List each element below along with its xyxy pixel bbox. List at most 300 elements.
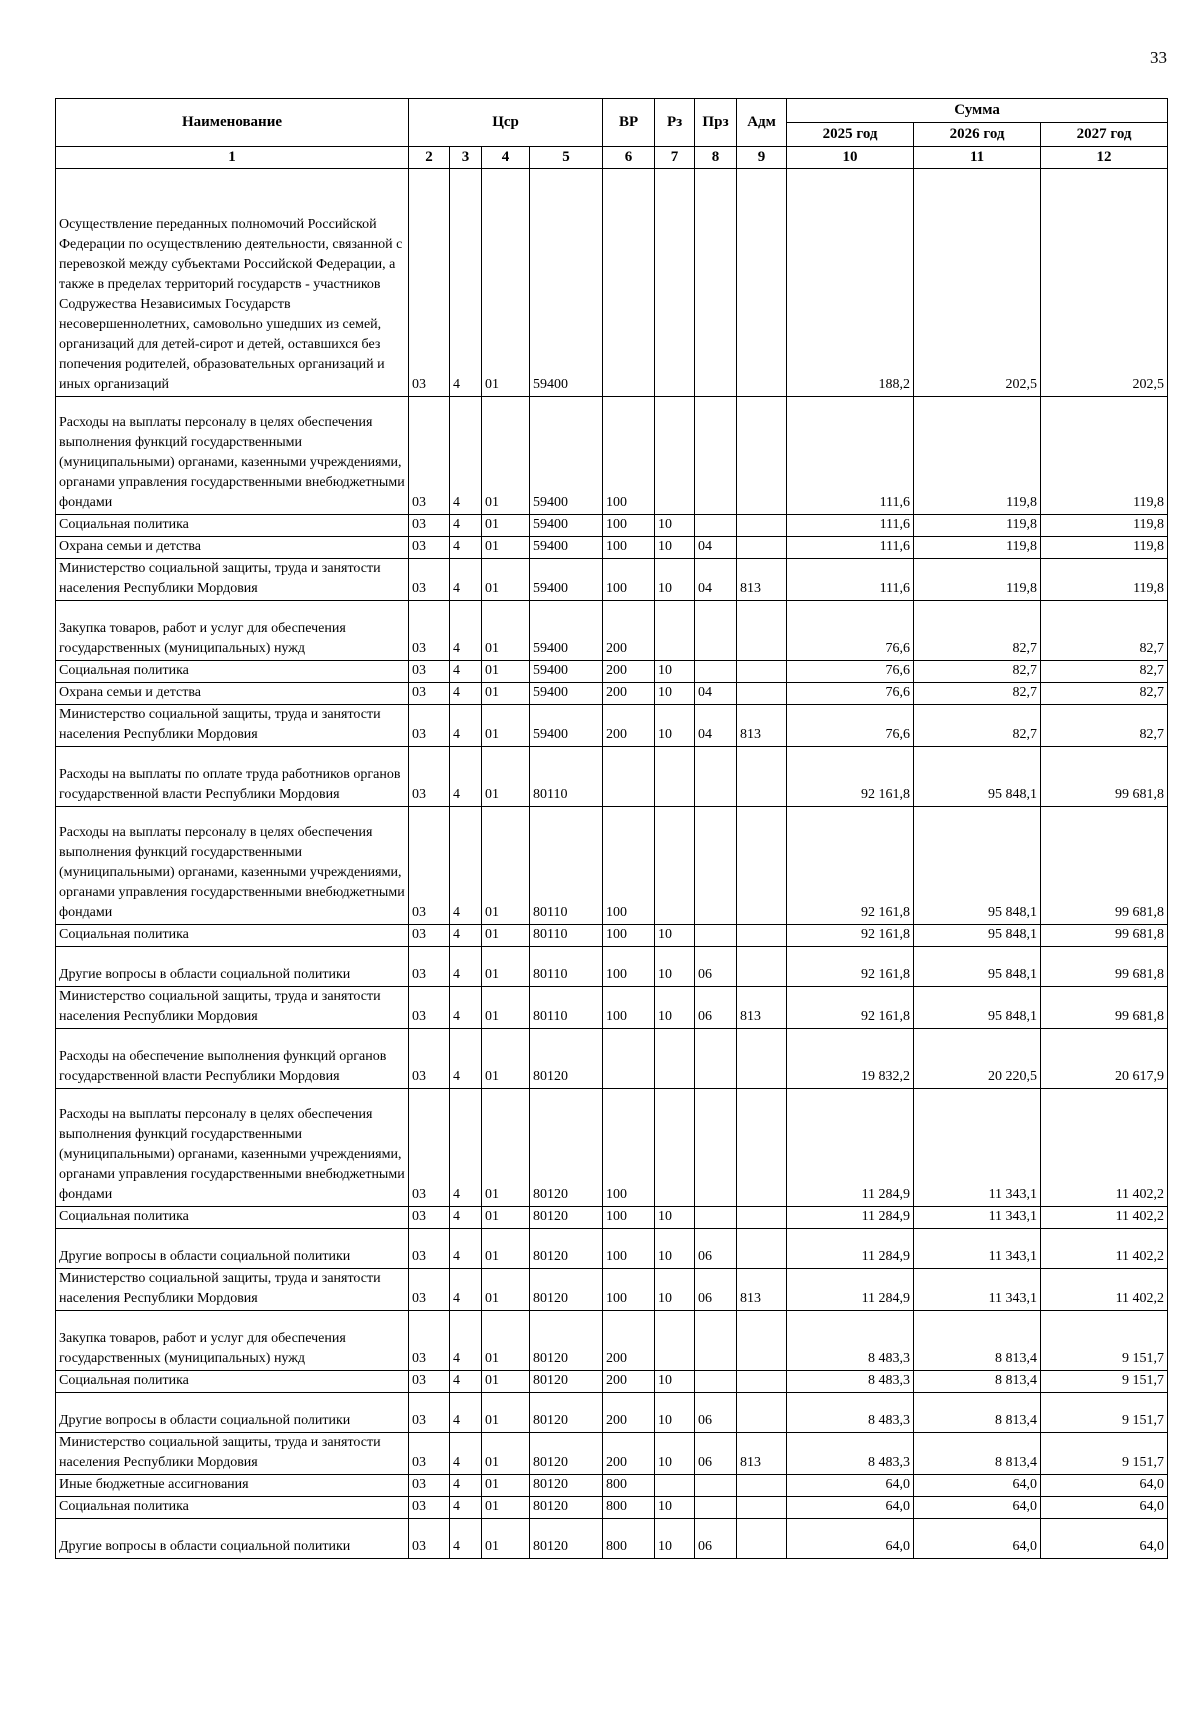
item-name-cell: Министерство социальной защиты, труда и занятости населения Республики Мордовия	[56, 705, 409, 747]
page-number: 33	[1150, 48, 1167, 67]
amount-2026-cell: 119,8	[914, 559, 1041, 601]
tsr-type-cell: 4	[450, 807, 482, 925]
prz-cell: 06	[695, 1393, 737, 1433]
item-name-cell: Социальная политика	[56, 515, 409, 537]
amount-2027-cell: 64,0	[1041, 1497, 1168, 1519]
vr-cell: 100	[603, 807, 655, 925]
vr-cell: 200	[603, 705, 655, 747]
tsr-sub-cell: 01	[482, 559, 530, 601]
adm-cell	[737, 1029, 787, 1089]
tsr-type-cell: 4	[450, 1433, 482, 1475]
tsr-direction-cell: 80110	[530, 947, 603, 987]
item-name-cell: Социальная политика	[56, 1497, 409, 1519]
amount-2027-cell: 82,7	[1041, 683, 1168, 705]
table-row	[56, 1229, 1168, 1269]
rz-cell	[655, 601, 695, 661]
tsr-type-cell: 4	[450, 169, 482, 397]
amount-2026-cell: 119,8	[914, 397, 1041, 515]
amount-2025-cell: 11 284,9	[787, 1229, 914, 1269]
table-row	[56, 1519, 1168, 1559]
tsr-direction-cell: 80120	[530, 1475, 603, 1497]
tsr-program-cell: 03	[409, 1089, 450, 1207]
amount-2025-cell: 76,6	[787, 705, 914, 747]
table-row	[56, 537, 1168, 559]
tsr-sub-cell: 01	[482, 515, 530, 537]
vr-cell: 100	[603, 947, 655, 987]
col-number: 6	[603, 147, 655, 169]
vr-cell: 100	[603, 397, 655, 515]
tsr-sub-cell: 01	[482, 1089, 530, 1207]
table-row	[56, 1393, 1168, 1433]
table-row	[56, 661, 1168, 683]
amount-2027-cell: 99 681,8	[1041, 947, 1168, 987]
rz-cell: 10	[655, 705, 695, 747]
adm-cell	[737, 169, 787, 397]
item-name-cell: Расходы на выплаты персоналу в целях обеспечения выполнения функций государственными (муниципальными) органами, казенными учреждениями, органами управления государственными внебюджетными фондами	[56, 807, 409, 925]
item-name-cell: Социальная политика	[56, 1371, 409, 1393]
col-number: 1	[56, 147, 409, 169]
amount-2026-cell: 82,7	[914, 601, 1041, 661]
amount-2025-cell: 11 284,9	[787, 1269, 914, 1311]
amount-2025-cell: 188,2	[787, 169, 914, 397]
tsr-program-cell: 03	[409, 705, 450, 747]
amount-2027-cell: 119,8	[1041, 515, 1168, 537]
tsr-program-cell: 03	[409, 1475, 450, 1497]
amount-2025-cell: 11 284,9	[787, 1207, 914, 1229]
amount-2026-cell: 64,0	[914, 1519, 1041, 1559]
col-number: 9	[737, 147, 787, 169]
amount-2027-cell: 64,0	[1041, 1519, 1168, 1559]
vr-cell: 200	[603, 1433, 655, 1475]
amount-2026-cell: 11 343,1	[914, 1089, 1041, 1207]
amount-2025-cell: 111,6	[787, 559, 914, 601]
amount-2025-cell: 64,0	[787, 1475, 914, 1497]
col-number: 12	[1041, 147, 1168, 169]
table-row	[56, 397, 1168, 515]
tsr-program-cell: 03	[409, 537, 450, 559]
tsr-sub-cell: 01	[482, 169, 530, 397]
amount-2027-cell: 64,0	[1041, 1475, 1168, 1497]
rz-cell	[655, 807, 695, 925]
prz-cell	[695, 925, 737, 947]
col-number: 7	[655, 147, 695, 169]
adm-cell	[737, 1475, 787, 1497]
prz-cell	[695, 1497, 737, 1519]
amount-2026-cell: 8 813,4	[914, 1371, 1041, 1393]
tsr-type-cell: 4	[450, 987, 482, 1029]
rz-cell: 10	[655, 987, 695, 1029]
tsr-sub-cell: 01	[482, 1269, 530, 1311]
tsr-type-cell: 4	[450, 1311, 482, 1371]
header-rz: Рз	[655, 99, 695, 147]
tsr-program-cell: 03	[409, 1029, 450, 1089]
adm-cell	[737, 807, 787, 925]
rz-cell: 10	[655, 1519, 695, 1559]
tsr-type-cell: 4	[450, 1519, 482, 1559]
tsr-direction-cell: 59400	[530, 705, 603, 747]
table-row	[56, 705, 1168, 747]
amount-2025-cell: 92 161,8	[787, 925, 914, 947]
tsr-direction-cell: 59400	[530, 601, 603, 661]
amount-2026-cell: 64,0	[914, 1497, 1041, 1519]
header-year-2026: 2026 год	[914, 123, 1041, 147]
amount-2025-cell: 8 483,3	[787, 1433, 914, 1475]
tsr-type-cell: 4	[450, 601, 482, 661]
tsr-direction-cell: 59400	[530, 559, 603, 601]
amount-2026-cell: 95 848,1	[914, 747, 1041, 807]
amount-2025-cell: 92 161,8	[787, 987, 914, 1029]
vr-cell	[603, 747, 655, 807]
col-number: 10	[787, 147, 914, 169]
amount-2027-cell: 99 681,8	[1041, 987, 1168, 1029]
rz-cell	[655, 169, 695, 397]
adm-cell	[737, 1393, 787, 1433]
amount-2026-cell: 82,7	[914, 683, 1041, 705]
tsr-direction-cell: 59400	[530, 397, 603, 515]
item-name-cell: Иные бюджетные ассигнования	[56, 1475, 409, 1497]
tsr-direction-cell: 80110	[530, 925, 603, 947]
adm-cell: 813	[737, 1269, 787, 1311]
tsr-direction-cell: 59400	[530, 515, 603, 537]
adm-cell	[737, 397, 787, 515]
tsr-sub-cell: 01	[482, 1311, 530, 1371]
rz-cell: 10	[655, 1433, 695, 1475]
budget-table	[55, 98, 1168, 1559]
tsr-sub-cell: 01	[482, 537, 530, 559]
prz-cell: 06	[695, 1229, 737, 1269]
amount-2026-cell: 11 343,1	[914, 1269, 1041, 1311]
vr-cell: 200	[603, 601, 655, 661]
amount-2026-cell: 64,0	[914, 1475, 1041, 1497]
tsr-sub-cell: 01	[482, 1433, 530, 1475]
amount-2027-cell: 99 681,8	[1041, 747, 1168, 807]
prz-cell	[695, 169, 737, 397]
tsr-program-cell: 03	[409, 1229, 450, 1269]
prz-cell	[695, 601, 737, 661]
tsr-type-cell: 4	[450, 683, 482, 705]
tsr-direction-cell: 80120	[530, 1497, 603, 1519]
vr-cell: 100	[603, 987, 655, 1029]
amount-2026-cell: 82,7	[914, 661, 1041, 683]
item-name-cell: Другие вопросы в области социальной политики	[56, 947, 409, 987]
tsr-direction-cell: 80120	[530, 1207, 603, 1229]
adm-cell	[737, 661, 787, 683]
vr-cell	[603, 169, 655, 397]
tsr-type-cell: 4	[450, 1371, 482, 1393]
item-name-cell: Социальная политика	[56, 661, 409, 683]
amount-2026-cell: 11 343,1	[914, 1229, 1041, 1269]
tsr-type-cell: 4	[450, 1475, 482, 1497]
rz-cell	[655, 1475, 695, 1497]
vr-cell: 200	[603, 1311, 655, 1371]
table-row	[56, 515, 1168, 537]
header-year-2025: 2025 год	[787, 123, 914, 147]
amount-2026-cell: 95 848,1	[914, 987, 1041, 1029]
prz-cell	[695, 397, 737, 515]
adm-cell	[737, 1371, 787, 1393]
rz-cell: 10	[655, 947, 695, 987]
adm-cell: 813	[737, 987, 787, 1029]
prz-cell	[695, 1029, 737, 1089]
amount-2027-cell: 11 402,2	[1041, 1089, 1168, 1207]
col-number: 3	[450, 147, 482, 169]
item-name-cell: Другие вопросы в области социальной политики	[56, 1519, 409, 1559]
vr-cell: 200	[603, 1371, 655, 1393]
col-number: 11	[914, 147, 1041, 169]
item-name-cell: Министерство социальной защиты, труда и занятости населения Республики Мордовия	[56, 559, 409, 601]
item-name-cell: Закупка товаров, работ и услуг для обеспечения государственных (муниципальных) нужд	[56, 1311, 409, 1371]
prz-cell: 06	[695, 1433, 737, 1475]
prz-cell	[695, 1089, 737, 1207]
vr-cell: 200	[603, 683, 655, 705]
header-prz: Прз	[695, 99, 737, 147]
item-name-cell: Расходы на обеспечение выполнения функций органов государственной власти Республики Мордовия	[56, 1029, 409, 1089]
amount-2025-cell: 8 483,3	[787, 1393, 914, 1433]
amount-2025-cell: 92 161,8	[787, 747, 914, 807]
tsr-program-cell: 03	[409, 1433, 450, 1475]
tsr-direction-cell: 59400	[530, 683, 603, 705]
tsr-type-cell: 4	[450, 1089, 482, 1207]
amount-2026-cell: 95 848,1	[914, 947, 1041, 987]
prz-cell: 04	[695, 705, 737, 747]
amount-2027-cell: 119,8	[1041, 537, 1168, 559]
amount-2026-cell: 8 813,4	[914, 1311, 1041, 1371]
table-row	[56, 601, 1168, 661]
tsr-program-cell: 03	[409, 1311, 450, 1371]
prz-cell: 06	[695, 1269, 737, 1311]
prz-cell	[695, 1371, 737, 1393]
amount-2025-cell: 111,6	[787, 515, 914, 537]
amount-2027-cell: 82,7	[1041, 601, 1168, 661]
table-row	[56, 925, 1168, 947]
vr-cell: 100	[603, 1207, 655, 1229]
tsr-type-cell: 4	[450, 515, 482, 537]
item-name-cell: Расходы на выплаты персоналу в целях обеспечения выполнения функций государственными (муниципальными) органами, казенными учреждениями, органами управления государственными внебюджетными фондами	[56, 397, 409, 515]
tsr-type-cell: 4	[450, 705, 482, 747]
rz-cell: 10	[655, 925, 695, 947]
rz-cell	[655, 747, 695, 807]
prz-cell	[695, 1207, 737, 1229]
col-number: 5	[530, 147, 603, 169]
vr-cell: 800	[603, 1519, 655, 1559]
table-row	[56, 1371, 1168, 1393]
tsr-direction-cell: 59400	[530, 537, 603, 559]
tsr-type-cell: 4	[450, 1269, 482, 1311]
tsr-sub-cell: 01	[482, 947, 530, 987]
amount-2027-cell: 11 402,2	[1041, 1269, 1168, 1311]
rz-cell: 10	[655, 1393, 695, 1433]
tsr-program-cell: 03	[409, 947, 450, 987]
rz-cell: 10	[655, 515, 695, 537]
tsr-program-cell: 03	[409, 925, 450, 947]
adm-cell	[737, 683, 787, 705]
amount-2027-cell: 119,8	[1041, 397, 1168, 515]
table-row	[56, 987, 1168, 1029]
vr-cell: 100	[603, 1269, 655, 1311]
adm-cell	[737, 947, 787, 987]
col-number: 2	[409, 147, 450, 169]
prz-cell: 04	[695, 559, 737, 601]
amount-2025-cell: 111,6	[787, 397, 914, 515]
amount-2025-cell: 19 832,2	[787, 1029, 914, 1089]
tsr-program-cell: 03	[409, 747, 450, 807]
amount-2027-cell: 99 681,8	[1041, 807, 1168, 925]
item-name-cell: Социальная политика	[56, 925, 409, 947]
prz-cell	[695, 661, 737, 683]
header-name: Наименование	[56, 99, 409, 147]
tsr-sub-cell: 01	[482, 987, 530, 1029]
amount-2025-cell: 64,0	[787, 1497, 914, 1519]
tsr-program-cell: 03	[409, 601, 450, 661]
tsr-sub-cell: 01	[482, 1393, 530, 1433]
amount-2025-cell: 76,6	[787, 601, 914, 661]
table-row	[56, 747, 1168, 807]
tsr-program-cell: 03	[409, 559, 450, 601]
prz-cell	[695, 747, 737, 807]
amount-2027-cell: 82,7	[1041, 705, 1168, 747]
tsr-direction-cell: 80110	[530, 747, 603, 807]
rz-cell: 10	[655, 1371, 695, 1393]
tsr-program-cell: 03	[409, 1371, 450, 1393]
tsr-sub-cell: 01	[482, 1519, 530, 1559]
amount-2026-cell: 95 848,1	[914, 925, 1041, 947]
prz-cell: 06	[695, 1519, 737, 1559]
tsr-direction-cell: 80120	[530, 1311, 603, 1371]
item-name-cell: Другие вопросы в области социальной политики	[56, 1229, 409, 1269]
item-name-cell: Охрана семьи и детства	[56, 537, 409, 559]
rz-cell: 10	[655, 683, 695, 705]
adm-cell	[737, 601, 787, 661]
amount-2025-cell: 8 483,3	[787, 1311, 914, 1371]
amount-2026-cell: 119,8	[914, 515, 1041, 537]
header-vr: ВР	[603, 99, 655, 147]
amount-2027-cell: 9 151,7	[1041, 1311, 1168, 1371]
tsr-sub-cell: 01	[482, 1229, 530, 1269]
rz-cell	[655, 1029, 695, 1089]
adm-cell	[737, 1519, 787, 1559]
amount-2026-cell: 11 343,1	[914, 1207, 1041, 1229]
tsr-program-cell: 03	[409, 1519, 450, 1559]
table-row	[56, 169, 1168, 397]
amount-2025-cell: 111,6	[787, 537, 914, 559]
amount-2027-cell: 9 151,7	[1041, 1371, 1168, 1393]
tsr-sub-cell: 01	[482, 747, 530, 807]
amount-2027-cell: 20 617,9	[1041, 1029, 1168, 1089]
vr-cell	[603, 1029, 655, 1089]
table-row	[56, 1269, 1168, 1311]
col-number: 4	[482, 147, 530, 169]
tsr-type-cell: 4	[450, 1497, 482, 1519]
amount-2027-cell: 9 151,7	[1041, 1433, 1168, 1475]
rz-cell: 10	[655, 559, 695, 601]
amount-2025-cell: 76,6	[787, 661, 914, 683]
amount-2026-cell: 20 220,5	[914, 1029, 1041, 1089]
item-name-cell: Осуществление переданных полномочий Российской Федерации по осуществлению деятельности, связанной с перевозкой между субъектами Российской Федерации, а также в пределах территорий государств - участников Содружества Независимых Государств несовершеннолетних, самовольно ушедших из семей, организаций для детей-сирот и детей, оставшихся без попечения родителей, образовательных организаций и иных организаций	[56, 169, 409, 397]
tsr-sub-cell: 01	[482, 1497, 530, 1519]
amount-2025-cell: 8 483,3	[787, 1371, 914, 1393]
amount-2027-cell: 11 402,2	[1041, 1229, 1168, 1269]
tsr-type-cell: 4	[450, 397, 482, 515]
item-name-cell: Министерство социальной защиты, труда и занятости населения Республики Мордовия	[56, 1269, 409, 1311]
item-name-cell: Расходы на выплаты по оплате труда работников органов государственной власти Республики Мордовия	[56, 747, 409, 807]
tsr-program-cell: 03	[409, 807, 450, 925]
tsr-sub-cell: 01	[482, 601, 530, 661]
tsr-type-cell: 4	[450, 1029, 482, 1089]
vr-cell: 100	[603, 925, 655, 947]
header-tsr: Цср	[409, 99, 603, 147]
adm-cell	[737, 1229, 787, 1269]
header-adm: Адм	[737, 99, 787, 147]
adm-cell	[737, 747, 787, 807]
rz-cell	[655, 1311, 695, 1371]
adm-cell	[737, 1207, 787, 1229]
amount-2026-cell: 8 813,4	[914, 1393, 1041, 1433]
tsr-program-cell: 03	[409, 683, 450, 705]
prz-cell	[695, 515, 737, 537]
prz-cell: 04	[695, 683, 737, 705]
table-body	[56, 169, 1168, 1559]
tsr-sub-cell: 01	[482, 1371, 530, 1393]
vr-cell: 100	[603, 515, 655, 537]
table-row	[56, 1433, 1168, 1475]
amount-2025-cell: 76,6	[787, 683, 914, 705]
amount-2026-cell: 119,8	[914, 537, 1041, 559]
table-row	[56, 807, 1168, 925]
tsr-direction-cell: 80120	[530, 1519, 603, 1559]
tsr-sub-cell: 01	[482, 661, 530, 683]
item-name-cell: Министерство социальной защиты, труда и занятости населения Республики Мордовия	[56, 1433, 409, 1475]
table-row	[56, 1475, 1168, 1497]
rz-cell	[655, 1089, 695, 1207]
table-row	[56, 683, 1168, 705]
tsr-direction-cell: 80120	[530, 1229, 603, 1269]
amount-2027-cell: 82,7	[1041, 661, 1168, 683]
amount-2025-cell: 92 161,8	[787, 947, 914, 987]
header-sum: Сумма	[787, 99, 1168, 123]
vr-cell: 100	[603, 1089, 655, 1207]
col-number: 8	[695, 147, 737, 169]
tsr-direction-cell: 80110	[530, 807, 603, 925]
prz-cell: 04	[695, 537, 737, 559]
vr-cell: 800	[603, 1475, 655, 1497]
amount-2027-cell: 9 151,7	[1041, 1393, 1168, 1433]
prz-cell: 06	[695, 947, 737, 987]
adm-cell	[737, 1311, 787, 1371]
amount-2026-cell: 95 848,1	[914, 807, 1041, 925]
tsr-direction-cell: 80110	[530, 987, 603, 1029]
tsr-type-cell: 4	[450, 661, 482, 683]
tsr-direction-cell: 80120	[530, 1393, 603, 1433]
amount-2025-cell: 11 284,9	[787, 1089, 914, 1207]
rz-cell: 10	[655, 1269, 695, 1311]
tsr-type-cell: 4	[450, 1393, 482, 1433]
adm-cell	[737, 925, 787, 947]
table-row	[56, 947, 1168, 987]
tsr-type-cell: 4	[450, 537, 482, 559]
amount-2025-cell: 64,0	[787, 1519, 914, 1559]
tsr-sub-cell: 01	[482, 1475, 530, 1497]
prz-cell: 06	[695, 987, 737, 1029]
amount-2027-cell: 119,8	[1041, 559, 1168, 601]
tsr-type-cell: 4	[450, 1229, 482, 1269]
tsr-direction-cell: 59400	[530, 661, 603, 683]
tsr-sub-cell: 01	[482, 925, 530, 947]
tsr-sub-cell: 01	[482, 683, 530, 705]
rz-cell: 10	[655, 1497, 695, 1519]
adm-cell: 813	[737, 705, 787, 747]
tsr-program-cell: 03	[409, 1497, 450, 1519]
amount-2026-cell: 82,7	[914, 705, 1041, 747]
